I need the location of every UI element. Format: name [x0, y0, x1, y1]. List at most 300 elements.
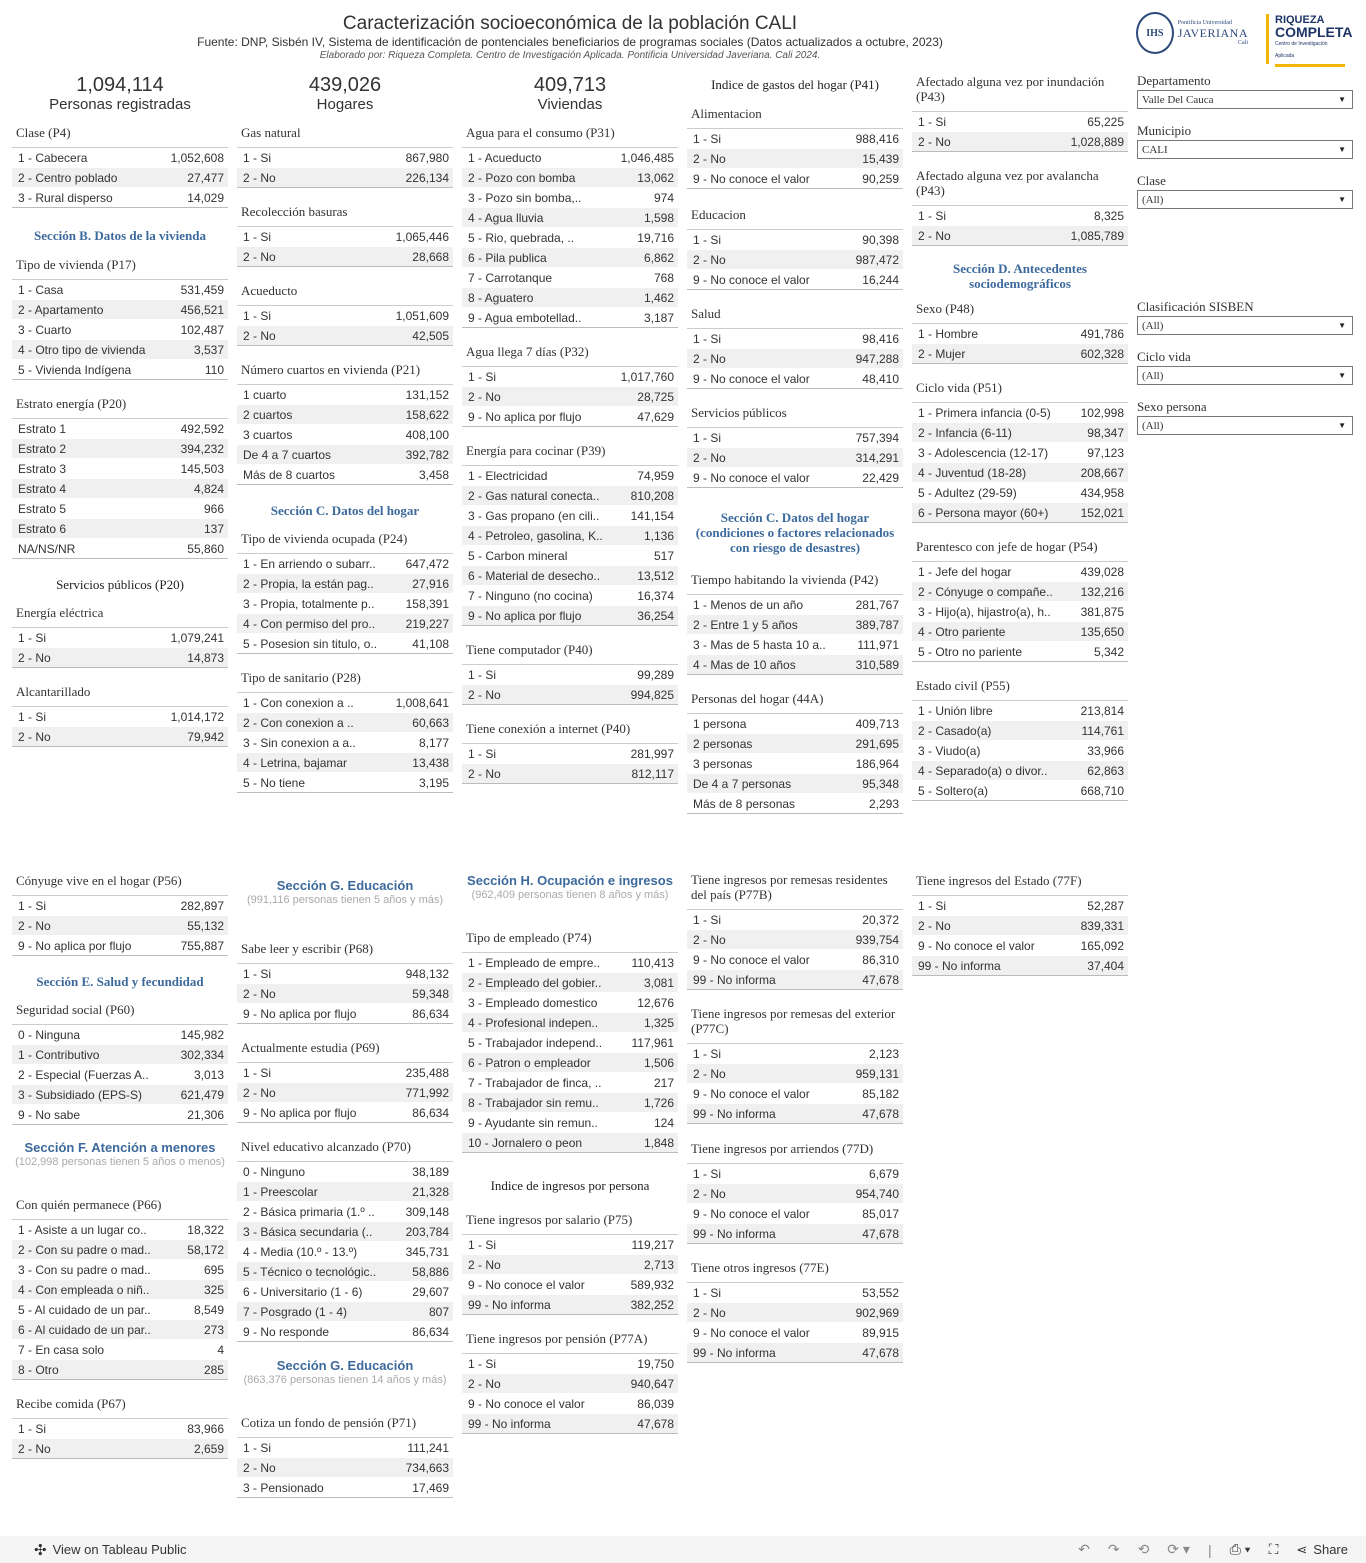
table-row[interactable]: [237, 1063, 453, 1083]
table-row[interactable]: [912, 642, 1128, 662]
table-row[interactable]: [12, 916, 228, 936]
table-row[interactable]: [237, 614, 453, 634]
logo-text: RIQUEZA: [1275, 14, 1325, 26]
row-value: 1,028,889: [1070, 134, 1124, 149]
filter-dropdown[interactable]: [1137, 140, 1353, 159]
table-row[interactable]: [12, 499, 228, 519]
section-f-note: (102,998 personas tienen 5 años o menos): [15, 1156, 225, 1168]
table-row[interactable]: [462, 1235, 678, 1255]
row-value: 124: [653, 1115, 674, 1130]
row-value: 954,740: [855, 1186, 899, 1201]
table-row[interactable]: [912, 741, 1128, 761]
table-row[interactable]: [462, 288, 678, 308]
table-row[interactable]: [687, 129, 903, 149]
filter-dropdown[interactable]: [1137, 366, 1353, 385]
table-row[interactable]: [237, 148, 453, 168]
row-value: 408,100: [405, 427, 449, 442]
filter-dropdown[interactable]: [1137, 190, 1353, 209]
table-title: Ciclo vida (P51): [912, 379, 1128, 403]
table-row[interactable]: [237, 594, 453, 614]
row-label: 4 - Otro pariente: [918, 624, 1006, 639]
table-block: [237, 669, 453, 793]
table-row[interactable]: [462, 407, 678, 427]
table-row[interactable]: [237, 1478, 453, 1498]
table-row[interactable]: [12, 1260, 228, 1280]
table-row[interactable]: [12, 727, 228, 747]
table-row[interactable]: [687, 230, 903, 250]
table-row[interactable]: [462, 566, 678, 586]
table-row[interactable]: [687, 448, 903, 468]
table-row[interactable]: [687, 1303, 903, 1323]
table-row[interactable]: [462, 1394, 678, 1414]
table-row[interactable]: [12, 360, 228, 380]
table-title: Tiene otros ingresos (77E): [687, 1259, 903, 1283]
table-row[interactable]: [12, 168, 228, 188]
row-label: 2 - Centro poblado: [18, 170, 118, 185]
download-icon[interactable]: ⎙ ▾: [1229, 1541, 1251, 1557]
row-label: 1 - En arriendo o subarr..: [243, 556, 376, 571]
table-row[interactable]: [462, 993, 678, 1013]
table-title: Tiene ingresos del Estado (77F): [912, 872, 1128, 896]
table-row[interactable]: [912, 701, 1128, 721]
refresh-icon[interactable]: ⟳ ▾: [1167, 1541, 1190, 1557]
table-row[interactable]: [12, 896, 228, 916]
row-value: 98,416: [862, 331, 899, 346]
table-row[interactable]: [687, 169, 903, 189]
row-value: 1,017,760: [620, 369, 674, 384]
filter-dropdown[interactable]: [1137, 90, 1353, 109]
filter-label: Municipio: [1137, 123, 1192, 138]
table-row[interactable]: [12, 936, 228, 956]
row-label: 1 - Si: [693, 1046, 722, 1061]
table-row[interactable]: [237, 964, 453, 984]
ingresos-title: Indice de ingresos por persona: [490, 1178, 650, 1193]
row-label: 2 - No: [18, 650, 51, 665]
row-value: 2,123: [868, 1046, 899, 1061]
table-row[interactable]: [687, 754, 903, 774]
table-row[interactable]: [687, 1064, 903, 1084]
table-row[interactable]: [912, 324, 1128, 344]
section-g2-title: Sección G. Educación: [276, 1358, 414, 1373]
row-label: 8 - Trabajador sin remu..: [468, 1095, 599, 1110]
row-value: 1,008,641: [395, 695, 449, 710]
table-row[interactable]: [462, 268, 678, 288]
row-label: 8 - Aguatero: [468, 290, 534, 305]
table-row[interactable]: [237, 405, 453, 425]
share-label: Share: [1313, 1542, 1348, 1557]
table-row[interactable]: [687, 1184, 903, 1204]
table-row[interactable]: [12, 1419, 228, 1439]
row-label: 7 - Ninguno (no cocina): [468, 588, 593, 603]
table-row[interactable]: [687, 1323, 903, 1343]
table-row[interactable]: [687, 714, 903, 734]
table-row[interactable]: [462, 973, 678, 993]
table-row[interactable]: [462, 506, 678, 526]
row-value: 145,503: [180, 461, 224, 476]
row-label: 5 - Rio, quebrada, ..: [468, 230, 575, 245]
table-row[interactable]: [237, 425, 453, 445]
table-row[interactable]: [12, 1085, 228, 1105]
table-row[interactable]: [237, 465, 453, 485]
table-row[interactable]: [237, 168, 453, 188]
table-row[interactable]: [12, 1280, 228, 1300]
filter-dropdown[interactable]: [1137, 416, 1353, 435]
row-label: 1 - Asiste a un lugar co..: [18, 1222, 147, 1237]
row-value: 668,710: [1080, 783, 1124, 798]
row-label: 6 - Patron o empleador: [468, 1055, 591, 1070]
row-value: 2,659: [193, 1441, 224, 1456]
table-row[interactable]: [237, 773, 453, 793]
table-row[interactable]: [237, 445, 453, 465]
row-label: 4 - Petroleo, gasolina, K..: [468, 528, 603, 543]
row-value: 1,079,241: [170, 630, 224, 645]
riqueza-completa-logo: [1266, 14, 1353, 64]
table-row[interactable]: [237, 1182, 453, 1202]
table-row[interactable]: [237, 753, 453, 773]
table-row[interactable]: [12, 479, 228, 499]
table-row[interactable]: [687, 910, 903, 930]
table-row[interactable]: [687, 794, 903, 814]
table-row[interactable]: [237, 733, 453, 753]
table-row[interactable]: [912, 896, 1128, 916]
fullscreen-icon[interactable]: ⛶: [1268, 1541, 1279, 1557]
table-row[interactable]: [912, 602, 1128, 622]
table-row[interactable]: [12, 1320, 228, 1340]
table-row[interactable]: [687, 1224, 903, 1244]
row-value: 132,216: [1080, 584, 1124, 599]
table-row[interactable]: [912, 562, 1128, 582]
table-row[interactable]: [462, 1295, 678, 1315]
row-label: 2 - No: [468, 766, 501, 781]
table-title: Agua llega 7 días (P32): [462, 343, 678, 367]
row-value: 114,761: [1081, 723, 1124, 738]
table-row[interactable]: [237, 574, 453, 594]
table-row[interactable]: [12, 519, 228, 539]
table-row[interactable]: [462, 744, 678, 764]
filter-label: Clase: [1137, 173, 1166, 188]
table-row[interactable]: [912, 503, 1128, 523]
row-value: 3,195: [418, 775, 449, 790]
row-label: Más de 8 cuartos: [243, 467, 336, 482]
row-value: 3,013: [193, 1067, 224, 1082]
table-title: Energía para cocinar (P39): [462, 442, 678, 466]
table-row[interactable]: [12, 148, 228, 168]
row-label: 1 - Menos de un año: [693, 597, 804, 612]
row-label: 3 cuartos: [243, 427, 293, 442]
table-row[interactable]: [687, 774, 903, 794]
table-title: Tipo de vivienda ocupada (P24): [237, 530, 453, 554]
filter-value: (All): [1142, 193, 1164, 206]
table-row[interactable]: [12, 648, 228, 668]
logo-text: Pontificia Universidad: [1177, 20, 1232, 26]
table-row[interactable]: [462, 1013, 678, 1033]
row-label: 4 - Separado(a) o divor..: [918, 763, 1048, 778]
row-value: 345,731: [405, 1244, 449, 1259]
table-row[interactable]: [687, 1164, 903, 1184]
table-row[interactable]: [912, 344, 1128, 364]
row-value: 111,971: [857, 637, 899, 652]
row-label: 2 - Especial (Fuerzas A..: [18, 1067, 149, 1082]
table-row[interactable]: [687, 1044, 903, 1064]
table-row[interactable]: [687, 468, 903, 488]
gastos-title: Indice de gastos del hogar (P41): [711, 77, 879, 92]
table-row[interactable]: [687, 635, 903, 655]
table-row[interactable]: [237, 1083, 453, 1103]
table-row[interactable]: [462, 1275, 678, 1295]
table-row[interactable]: [912, 206, 1128, 226]
filter-value: (All): [1142, 419, 1164, 432]
table-row[interactable]: [687, 149, 903, 169]
table-row[interactable]: [462, 466, 678, 486]
table-row[interactable]: [687, 1283, 903, 1303]
table-row[interactable]: [237, 1438, 453, 1458]
row-label: 9 - No conoce el valor: [693, 171, 810, 186]
row-value: 152,021: [1080, 505, 1124, 520]
row-value: 217: [653, 1075, 674, 1090]
table-row[interactable]: [912, 463, 1128, 483]
table-row[interactable]: [462, 486, 678, 506]
section-h-title: Sección H. Ocupación e ingresos: [467, 873, 673, 888]
table-row[interactable]: [237, 984, 453, 1004]
table-row[interactable]: [687, 1084, 903, 1104]
row-label: 1 - Casa: [18, 282, 64, 297]
table-row[interactable]: [912, 423, 1128, 443]
table-row[interactable]: [462, 764, 678, 784]
table-row[interactable]: [237, 1282, 453, 1302]
section-b-title: Sección B. Datos de la vivienda: [34, 228, 206, 243]
table-row[interactable]: [12, 1240, 228, 1260]
table-row[interactable]: [237, 1302, 453, 1322]
table-row[interactable]: [687, 734, 903, 754]
row-value: 959,131: [855, 1066, 899, 1081]
row-label: 2 - No: [693, 932, 726, 947]
table-row[interactable]: [12, 340, 228, 360]
table-row[interactable]: [237, 1004, 453, 1024]
table-row[interactable]: [462, 1113, 678, 1133]
table-row[interactable]: [237, 227, 453, 247]
table-row[interactable]: [687, 428, 903, 448]
table-block: [462, 1211, 678, 1315]
table-row[interactable]: [687, 250, 903, 270]
table-row[interactable]: [12, 419, 228, 439]
table-row[interactable]: [687, 595, 903, 615]
table-row[interactable]: [12, 1360, 228, 1380]
row-value: 807: [428, 1304, 449, 1319]
table-row[interactable]: [687, 369, 903, 389]
row-label: Estrato 2: [18, 441, 67, 456]
table-row[interactable]: [462, 546, 678, 566]
table-row[interactable]: [462, 248, 678, 268]
table-block: [237, 1414, 453, 1498]
table-row[interactable]: [687, 950, 903, 970]
table-row[interactable]: [462, 665, 678, 685]
table-row[interactable]: [912, 781, 1128, 801]
table-row[interactable]: [912, 132, 1128, 152]
table-row[interactable]: [237, 554, 453, 574]
table-row[interactable]: [462, 526, 678, 546]
table-row[interactable]: [12, 280, 228, 300]
table-row[interactable]: [237, 713, 453, 733]
revert-icon[interactable]: ⟲: [1137, 1541, 1150, 1557]
row-value: 948,132: [405, 966, 449, 981]
row-value: 902,969: [855, 1305, 899, 1320]
table-row[interactable]: [237, 634, 453, 654]
table-row[interactable]: [237, 247, 453, 267]
table-block: [12, 1395, 228, 1459]
table-row[interactable]: [237, 693, 453, 713]
table-row[interactable]: [237, 1222, 453, 1242]
table-row[interactable]: [237, 1103, 453, 1123]
row-label: Estrato 4: [18, 481, 67, 496]
table-row[interactable]: [12, 1065, 228, 1085]
row-label: 9 - No aplica por flujo: [468, 409, 582, 424]
row-value: 86,634: [412, 1324, 449, 1339]
table-row[interactable]: [462, 1053, 678, 1073]
table-row[interactable]: [912, 582, 1128, 602]
table-row[interactable]: [687, 1204, 903, 1224]
table-row[interactable]: [462, 1374, 678, 1394]
table-row[interactable]: [237, 1262, 453, 1282]
filter-dropdown[interactable]: [1137, 316, 1353, 335]
row-label: 0 - Ninguno: [243, 1164, 306, 1179]
table-row[interactable]: [12, 707, 228, 727]
row-label: 4 - Juventud (18-28): [918, 465, 1027, 480]
table-row[interactable]: [687, 349, 903, 369]
table-row[interactable]: [12, 1439, 228, 1459]
table-row[interactable]: [237, 326, 453, 346]
table-row[interactable]: [462, 606, 678, 626]
row-label: 7 - Posgrado (1 - 4): [243, 1304, 348, 1319]
table-row[interactable]: [12, 628, 228, 648]
row-label: 4 - Con empleada o niñ..: [18, 1282, 150, 1297]
row-value: 988,416: [855, 131, 899, 146]
table-row[interactable]: [12, 1220, 228, 1240]
table-row[interactable]: [462, 1133, 678, 1153]
kpi-viviendas: [462, 74, 678, 114]
redo-icon[interactable]: ↷: [1107, 1541, 1120, 1557]
table-row[interactable]: [912, 721, 1128, 741]
table-row[interactable]: [462, 188, 678, 208]
undo-icon[interactable]: ↶: [1078, 1541, 1090, 1557]
row-label: 1 - Primera infancia (0-5): [918, 405, 1051, 420]
row-value: 974: [653, 190, 674, 205]
table-row[interactable]: [912, 112, 1128, 132]
table-row[interactable]: [462, 1073, 678, 1093]
table-row[interactable]: [462, 387, 678, 407]
table-row[interactable]: [462, 168, 678, 188]
table-row[interactable]: [12, 1300, 228, 1320]
table-row[interactable]: [462, 1414, 678, 1434]
chevron-down-icon: ▼: [1338, 371, 1346, 380]
table-row[interactable]: [12, 459, 228, 479]
table-row[interactable]: [687, 1104, 903, 1124]
row-label: 2 - Casado(a): [918, 723, 992, 738]
share-button[interactable]: [1296, 1542, 1348, 1558]
table-row[interactable]: [12, 1045, 228, 1065]
table-row[interactable]: [912, 226, 1128, 246]
row-label: 2 - No: [693, 1066, 726, 1081]
view-on-tableau-link[interactable]: [34, 1541, 187, 1559]
row-label: 2 - No: [18, 918, 51, 933]
table-row[interactable]: [462, 953, 678, 973]
row-value: 58,172: [187, 1242, 224, 1257]
row-label: 1 - Hombre: [918, 326, 979, 341]
table-row[interactable]: [912, 936, 1128, 956]
row-label: 99 - No informa: [468, 1416, 551, 1431]
table-row[interactable]: [462, 685, 678, 705]
table-row[interactable]: [237, 1458, 453, 1478]
table-row[interactable]: [12, 300, 228, 320]
table-row[interactable]: [237, 1162, 453, 1182]
table-row[interactable]: [462, 148, 678, 168]
table-row[interactable]: [687, 329, 903, 349]
table-row[interactable]: [912, 916, 1128, 936]
table-row[interactable]: [237, 385, 453, 405]
table-row[interactable]: [237, 1202, 453, 1222]
row-value: 55,132: [187, 918, 224, 933]
table-block: [912, 74, 1128, 152]
row-label: 9 - No conoce el valor: [693, 371, 810, 386]
table-row[interactable]: [462, 367, 678, 387]
table-row[interactable]: [237, 306, 453, 326]
row-label: 1 - Preescolar: [243, 1184, 318, 1199]
table-row[interactable]: [12, 439, 228, 459]
row-value: 33,966: [1087, 743, 1124, 758]
row-label: 2 - No: [468, 687, 501, 702]
table-row[interactable]: [462, 1033, 678, 1053]
table-row[interactable]: [687, 930, 903, 950]
table-row[interactable]: [462, 228, 678, 248]
logo-text: JAVERIANA: [1177, 26, 1248, 40]
table-row[interactable]: [237, 1322, 453, 1342]
table-row[interactable]: [12, 1340, 228, 1360]
row-label: 1 - Si: [468, 746, 497, 761]
row-value: 213,814: [1080, 703, 1124, 718]
table-row[interactable]: [912, 443, 1128, 463]
row-value: 16,374: [637, 588, 674, 603]
table-row[interactable]: [912, 403, 1128, 423]
table-row[interactable]: [687, 655, 903, 675]
table-row[interactable]: [12, 539, 228, 559]
table-row[interactable]: [912, 622, 1128, 642]
table-row[interactable]: [462, 586, 678, 606]
logo-text: COMPLETA: [1275, 24, 1353, 40]
table-row[interactable]: [12, 188, 228, 208]
row-value: 42,505: [412, 328, 449, 343]
row-label: 9 - No aplica por flujo: [468, 608, 582, 623]
table-row[interactable]: [12, 1025, 228, 1045]
table-row[interactable]: [687, 615, 903, 635]
row-value: 281,767: [855, 597, 899, 612]
table-row[interactable]: [462, 208, 678, 228]
table-row[interactable]: [912, 956, 1128, 976]
table-row[interactable]: [462, 1354, 678, 1374]
table-row[interactable]: [687, 1343, 903, 1363]
table-row[interactable]: [912, 761, 1128, 781]
table-row[interactable]: [462, 1093, 678, 1113]
table-row[interactable]: [462, 308, 678, 328]
table-row[interactable]: [687, 270, 903, 290]
table-row[interactable]: [687, 970, 903, 990]
row-value: 325: [203, 1282, 224, 1297]
row-label: 9 - No conoce el valor: [693, 470, 810, 485]
row-label: 3 - Propia, totalmente p..: [243, 596, 375, 611]
table-row[interactable]: [237, 1242, 453, 1262]
table-row[interactable]: [12, 320, 228, 340]
table-row[interactable]: [12, 1105, 228, 1125]
table-row[interactable]: [462, 1255, 678, 1275]
table-row[interactable]: [912, 483, 1128, 503]
